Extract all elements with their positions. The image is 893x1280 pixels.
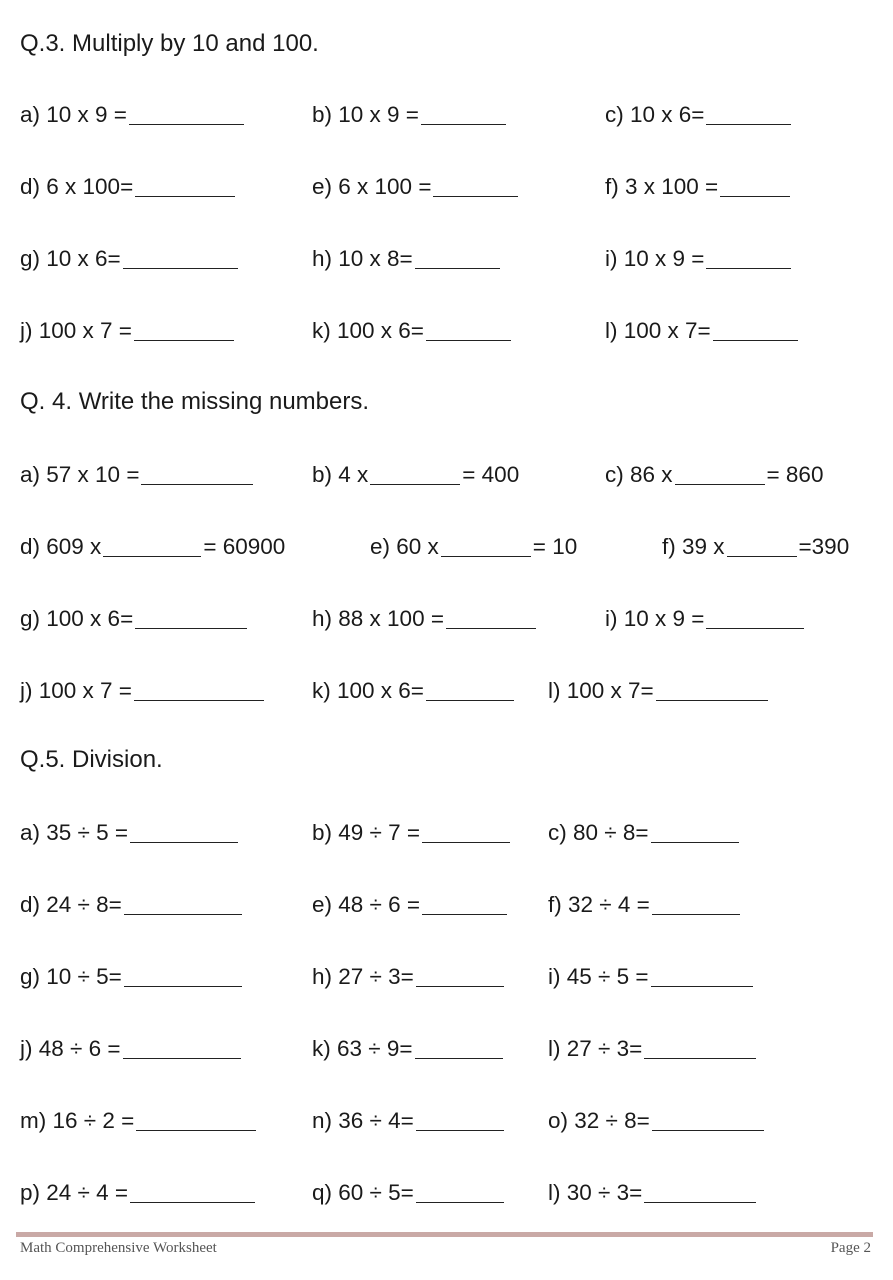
- q3-item-f: [605, 174, 792, 200]
- answer-blank[interactable]: [446, 627, 536, 629]
- problem-text: c) 86 x: [605, 462, 673, 487]
- q5-item-l2: [548, 1180, 758, 1206]
- problem-text: f) 39 x: [662, 534, 725, 559]
- q4-item-k: [312, 678, 516, 704]
- problem-text: i) 45 ÷ 5 =: [548, 964, 649, 989]
- q3-heading: Q.3. Multiply by 10 and 100.: [20, 30, 319, 57]
- answer-blank[interactable]: [123, 1057, 241, 1059]
- problem-text: l) 30 ÷ 3=: [548, 1180, 643, 1205]
- q3-item-i: [605, 246, 793, 272]
- q4-item-c: [605, 462, 823, 488]
- q5-item-k: [312, 1036, 505, 1062]
- problem-text: k) 100 x 6=: [312, 318, 424, 343]
- problem-text: g) 10 ÷ 5=: [20, 964, 122, 989]
- q5-item-q: [312, 1180, 506, 1206]
- q5-item-j: [20, 1036, 243, 1062]
- answer-blank[interactable]: [135, 627, 247, 629]
- answer-blank[interactable]: [727, 555, 797, 557]
- problem-text: k) 63 ÷ 9=: [312, 1036, 413, 1061]
- q5-item-i: [548, 964, 755, 990]
- problem-text: m) 16 ÷ 2 =: [20, 1108, 135, 1133]
- answer-blank[interactable]: [130, 841, 238, 843]
- q4-item-b: [312, 462, 519, 488]
- answer-blank[interactable]: [103, 555, 201, 557]
- problem-text: g) 10 x 6=: [20, 246, 121, 271]
- problem-text: j) 100 x 7 =: [20, 678, 132, 703]
- problem-text: c) 80 ÷ 8=: [548, 820, 649, 845]
- answer-blank[interactable]: [416, 1201, 504, 1203]
- problem-text: b) 49 ÷ 7 =: [312, 820, 421, 845]
- problem-text: g) 100 x 6=: [20, 606, 134, 631]
- q3-item-b: [312, 102, 508, 128]
- answer-blank[interactable]: [130, 1201, 255, 1203]
- answer-blank[interactable]: [134, 699, 264, 701]
- result-text: = 400: [462, 462, 520, 487]
- answer-blank[interactable]: [123, 267, 238, 269]
- problem-text: d) 6 x 100=: [20, 174, 134, 199]
- q4-item-f: [662, 534, 849, 560]
- q3-item-d: [20, 174, 237, 200]
- answer-blank[interactable]: [426, 339, 511, 341]
- answer-blank[interactable]: [706, 267, 791, 269]
- answer-blank[interactable]: [370, 483, 460, 485]
- answer-blank[interactable]: [644, 1201, 756, 1203]
- problem-text: e) 6 x 100 =: [312, 174, 432, 199]
- problem-text: a) 10 x 9 =: [20, 102, 127, 127]
- q5-item-h: [312, 964, 506, 990]
- q5-item-f: [548, 892, 742, 918]
- answer-blank[interactable]: [656, 699, 768, 701]
- answer-blank[interactable]: [129, 123, 244, 125]
- answer-blank[interactable]: [441, 555, 531, 557]
- problem-text: a) 35 ÷ 5 =: [20, 820, 129, 845]
- footer-divider: [16, 1232, 873, 1237]
- problem-text: h) 27 ÷ 3=: [312, 964, 414, 989]
- problem-text: l) 100 x 7=: [605, 318, 711, 343]
- answer-blank[interactable]: [644, 1057, 756, 1059]
- answer-blank[interactable]: [433, 195, 518, 197]
- answer-blank[interactable]: [422, 841, 510, 843]
- q3-item-l: [605, 318, 800, 344]
- answer-blank[interactable]: [422, 913, 507, 915]
- problem-text: l) 100 x 7=: [548, 678, 654, 703]
- problem-text: h) 10 x 8=: [312, 246, 413, 271]
- q5-item-n: [312, 1108, 506, 1134]
- problem-text: a) 57 x 10 =: [20, 462, 140, 487]
- answer-blank[interactable]: [135, 195, 235, 197]
- q5-item-l: [548, 1036, 758, 1062]
- q4-item-i: [605, 606, 806, 632]
- q4-item-g: [20, 606, 249, 632]
- q3-item-e: [312, 174, 520, 200]
- answer-blank[interactable]: [652, 1129, 764, 1131]
- problem-text: c) 10 x 6=: [605, 102, 705, 127]
- result-text: = 860: [766, 462, 824, 487]
- answer-blank[interactable]: [141, 483, 253, 485]
- problem-text: h) 88 x 100 =: [312, 606, 444, 631]
- q5-item-a: [20, 820, 240, 846]
- problem-text: l) 27 ÷ 3=: [548, 1036, 643, 1061]
- q5-item-o: [548, 1108, 766, 1134]
- answer-blank[interactable]: [415, 267, 500, 269]
- q5-heading: Q.5. Division.: [20, 746, 163, 773]
- problem-text: o) 32 ÷ 8=: [548, 1108, 650, 1133]
- problem-text: p) 24 ÷ 4 =: [20, 1180, 129, 1205]
- q5-item-e: [312, 892, 509, 918]
- result-text: =390: [798, 534, 850, 559]
- problem-text: f) 32 ÷ 4 =: [548, 892, 650, 917]
- problem-text: k) 100 x 6=: [312, 678, 424, 703]
- answer-blank[interactable]: [426, 699, 514, 701]
- q4-heading: Q. 4. Write the missing numbers.: [20, 388, 370, 415]
- problem-text: e) 60 x: [370, 534, 439, 559]
- problem-text: n) 36 ÷ 4=: [312, 1108, 414, 1133]
- problem-text: e) 48 ÷ 6 =: [312, 892, 421, 917]
- problem-text: f) 3 x 100 =: [605, 174, 719, 199]
- problem-text: b) 10 x 9 =: [312, 102, 419, 127]
- q3-item-k: [312, 318, 513, 344]
- problem-text: j) 100 x 7 =: [20, 318, 132, 343]
- q4-item-a: [20, 462, 255, 488]
- answer-blank[interactable]: [415, 1057, 503, 1059]
- problem-text: d) 24 ÷ 8=: [20, 892, 122, 917]
- q3-item-c: [605, 102, 793, 128]
- answer-blank[interactable]: [706, 123, 791, 125]
- problem-text: b) 4 x: [312, 462, 369, 487]
- q5-item-d: [20, 892, 244, 918]
- q3-item-a: [20, 102, 246, 128]
- result-text: = 10: [532, 534, 578, 559]
- answer-blank[interactable]: [124, 913, 242, 915]
- q4-item-d: [20, 534, 285, 560]
- q5-item-p: [20, 1180, 257, 1206]
- answer-blank[interactable]: [675, 483, 765, 485]
- q4-item-l: [548, 678, 770, 704]
- problem-text: i) 10 x 9 =: [605, 246, 705, 271]
- answer-blank[interactable]: [713, 339, 798, 341]
- q5-item-g: [20, 964, 244, 990]
- answer-blank[interactable]: [651, 985, 753, 987]
- answer-blank[interactable]: [136, 1129, 256, 1131]
- answer-blank[interactable]: [124, 985, 242, 987]
- answer-blank[interactable]: [706, 627, 804, 629]
- q5-item-m: [20, 1108, 258, 1134]
- answer-blank[interactable]: [720, 195, 790, 197]
- q3-item-j: [20, 318, 236, 344]
- problem-text: j) 48 ÷ 6 =: [20, 1036, 121, 1061]
- answer-blank[interactable]: [652, 913, 740, 915]
- result-text: = 60900: [203, 534, 286, 559]
- q4-item-e: [370, 534, 577, 560]
- q4-item-j: [20, 678, 266, 704]
- answer-blank[interactable]: [421, 123, 506, 125]
- answer-blank[interactable]: [134, 339, 234, 341]
- footer-title: Math Comprehensive Worksheet: [20, 1240, 217, 1256]
- q3-item-h: [312, 246, 502, 272]
- page-number: Page 2: [830, 1240, 871, 1256]
- answer-blank[interactable]: [416, 985, 504, 987]
- problem-text: d) 609 x: [20, 534, 102, 559]
- problem-text: q) 60 ÷ 5=: [312, 1180, 414, 1205]
- q3-item-g: [20, 246, 240, 272]
- answer-blank[interactable]: [416, 1129, 504, 1131]
- q4-item-h: [312, 606, 538, 632]
- q5-item-b: [312, 820, 512, 846]
- answer-blank[interactable]: [651, 841, 739, 843]
- problem-text: i) 10 x 9 =: [605, 606, 705, 631]
- q5-item-c: [548, 820, 741, 846]
